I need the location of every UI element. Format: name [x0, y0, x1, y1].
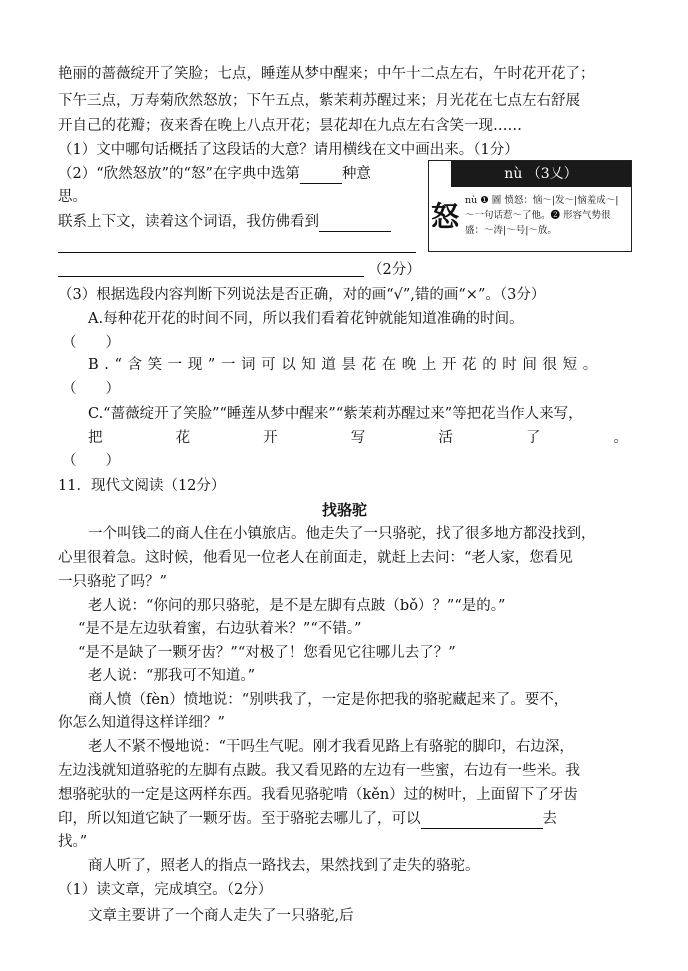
section-11-question-1-fill: 文章主要讲了一个商人走失了一只骆驼,后 — [88, 908, 354, 924]
answer-blank-meaning-number[interactable] — [300, 183, 342, 184]
article-p7-line4-end: 去 — [542, 811, 557, 827]
statement-c: C.“蔷薇绽开了笑脸”“睡莲从梦中醒来”“紫茉莉苏醒过来”等把花当作人来写， — [88, 406, 583, 422]
dictionary-character: 怒 — [431, 200, 460, 233]
dictionary-pinyin-header: nù （3乂） — [451, 161, 631, 187]
article-p7-line5: 找。” — [58, 834, 88, 850]
question-3-stem: （3）根据选段内容判断下列说法是否正确，对的画“√”,错的画“×”。（3分） — [58, 287, 546, 303]
question-2-score: （2分） — [368, 262, 421, 278]
answer-blank-imagine[interactable] — [319, 231, 391, 232]
article-p1-line3: 一只骆驼了吗？” — [58, 574, 167, 590]
passage-line-3: 开自己的花瓣；夜来香在晚上八点开花；昙花却在九点左右含笑一现…… — [58, 118, 522, 134]
passage-line-2: 下午三点，万寿菊欣然怒放；下午五点，紫茉莉苏醒过来；月光花在七点左右舒展 — [58, 93, 580, 109]
question-2-line-2: 思。 — [58, 189, 87, 205]
section-11-question-1: （1）读文章，完成填空。（2分） — [58, 882, 273, 898]
answer-line-1[interactable] — [58, 252, 416, 253]
article-p1-line2: 心里很着急。这时候，他看见一位老人在前面走，就赶上去问：“老人家，您看见 — [58, 550, 573, 566]
passage-line-1: 艳丽的蔷薇绽开了笑脸；七点，睡莲从梦中醒来；中午十二点左右，午时花开花了； — [58, 66, 595, 82]
statement-c-char: 花 — [175, 430, 191, 446]
article-p8: 商人听了，照老人的指点一路找去，果然找到了走失的骆驼。 — [88, 858, 480, 874]
article-p7-line4 — [58, 809, 557, 829]
article-p1-line1: 一个叫钱二的商人住在小镇旅店。他走失了一只骆驼，找了很多地方都没找到， — [88, 526, 596, 542]
question-2-line-3 — [58, 212, 391, 232]
answer-blank-where[interactable] — [421, 828, 543, 829]
section-11-heading: 11．现代文阅读（12分） — [58, 478, 226, 494]
question-2-prompt: 联系上下文，读着这个词语，我仿佛看到 — [58, 214, 319, 230]
article-p7-line3: 想骆驼驮的一定是这两样东西。我看见骆驼啃（kěn）过的树叶，上面留下了牙齿 — [58, 787, 578, 803]
statement-c-char: 活 — [438, 430, 453, 446]
article-p7-line4-text: 印，所以知道它缺了一颗牙齿。至于骆驼去哪儿了，可以 — [58, 811, 421, 827]
article-p5: 老人说：“那我可不知道。” — [88, 668, 256, 684]
dictionary-definition: nù ❶ 圖 愤怒：恼～|发～|恼羞成～|～一句话惹～了他。❷ 形容气势很盛：～涛|～号|～放。 — [465, 195, 619, 236]
dictionary-entry-box — [428, 160, 632, 252]
statement-c-char: 写 — [350, 430, 366, 446]
statement-c-char: 把 — [88, 430, 103, 446]
article-p2: 老人说：“你问的那只骆驼，是不是左脚有点跛（bǒ）？”“是的。” — [88, 598, 506, 614]
question-2-text: （2）“欣然怒放”的“怒”在字典中选第 — [58, 166, 300, 182]
article-title: 找骆驼 — [322, 501, 368, 519]
article-p4: “是不是缺了一颗牙齿？”“对极了！您看见它往哪儿去了？” — [78, 645, 456, 661]
statement-c-char: 。 — [613, 430, 628, 446]
statement-c-answer[interactable]: （ ） — [62, 453, 120, 469]
question-2-text-cont: 种意 — [341, 166, 371, 182]
statement-a: A.每种花开花的时间不同，所以我们看着花钟就能知道准确的时间。 — [88, 311, 524, 327]
statement-c-continued — [88, 428, 628, 448]
article-p6-line1: 商人愤（fèn）愤地说：“别哄我了，一定是你把我的骆驼藏起来了。要不， — [88, 692, 569, 708]
answer-line-2[interactable] — [58, 276, 364, 277]
statement-a-answer[interactable]: （ ） — [62, 335, 120, 351]
statement-b-answer[interactable]: （ ） — [62, 381, 120, 397]
article-p3: “是不是左边驮着蜜，右边驮着米？”“不错。” — [78, 621, 362, 637]
question-1: （1）文中哪句话概括了这段话的大意？请用横线在文中画出来。（1分） — [58, 142, 519, 158]
article-p7-line2: 左边浅就知道骆驼的左脚有点跛。我又看见路的左边有一些蜜，右边有一些米。我 — [58, 763, 580, 779]
statement-c-char: 开 — [263, 430, 278, 446]
article-p6-line2: 你怎么知道得这样详细？” — [58, 715, 225, 731]
article-p7-line1: 老人不紧不慢地说：“干吗生气呢。刚才我看见路上有骆驼的脚印，右边深， — [88, 739, 574, 755]
statement-c-char: 了 — [525, 430, 541, 446]
question-2-line-1 — [58, 164, 371, 184]
statement-b: B.“含笑一现”一词可以知道昙花在晚上开花的时间很短。 — [88, 357, 603, 373]
